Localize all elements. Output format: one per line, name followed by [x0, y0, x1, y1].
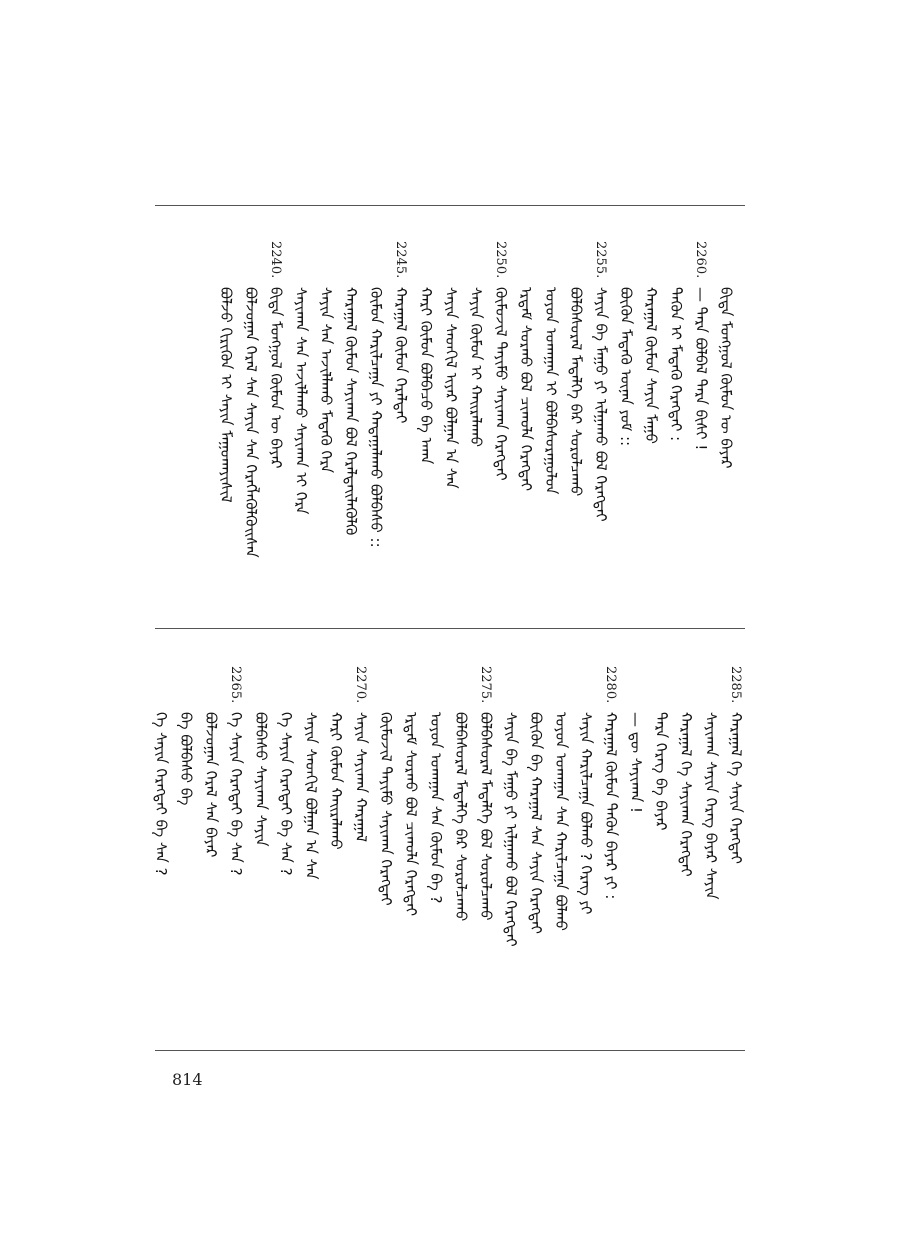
- bottom-rule: [155, 1050, 745, 1051]
- top-rule: [155, 205, 745, 206]
- verse-line: ᠡᠷᠳᠡᠮ ᠰᠤᠷᠬᠤ ᠪᠣᠯ ᠴᠢᠬᠤᠯᠠ ᠬᠡᠷᠡᠭᠲᠡᠢ: [402, 712, 420, 917]
- verse-line: ᠰᠠᠶᠢᠨ ᠪᠡ ᠮᠠᠭᠤ ᠶᠢ ᠢᠯᠭᠠᠬᠤ ᠪᠣᠯ ᠬᠡᠷᠡᠭᠲᠡᠢ: [502, 712, 520, 947]
- line-number: 2270.: [353, 666, 368, 704]
- verse-line: ᠬᠠᠷᠠᠭᠠᠯ ᠬᠦᠮᠦᠨ ᠰᠠᠶᠢᠨ ᠮᠠᠭᠤ: [642, 287, 660, 444]
- verse-line: ᠣᠶᠤᠨ ᠤᠬᠠᠭᠠᠨ ᠰᠠᠨ ᠬᠦᠮᠦᠨ ᠪᠡ ?: [427, 712, 445, 904]
- verse-line: ᠰᠠᠶᠢᠨ ᠬᠠᠷᠢᠯᠴᠠᠭᠠ ᠪᠣᠯᠬᠤ ? ᠭᠡᠷᠡᠭ ᠶᠢ: [577, 712, 595, 915]
- verse-line: ᠪᠣᠯᠵᠤᠭᠠᠨ ᠭᠡᠷᠡᠯ ᠰᠠᠨ ᠰᠠᠶᠢᠨ ᠰᠠᠨ ᠬᠡᠷᠡᠭᠯᠡᠭᠦᠯᠬᠦᠢᠰᠡᠨ: [242, 287, 260, 558]
- verse-line: ᠰᠠᠶᠢᠨ ᠰᠠᠶᠢᠬᠠᠨ ᠬᠠᠷᠠᠭᠠᠯ: [352, 712, 370, 843]
- verse-line: ᠪᠣᠯᠪᠠᠰᠤᠷᠠᠯ ᠮᠡᠳᠡᠯᠭᠡ ᠪᠠᠷ ᠰᠤᠷᠤᠯᠴᠠᠬᠤ: [452, 712, 470, 922]
- line-number: 2255.: [593, 241, 608, 279]
- verse-line: ᠬᠦᠮᠦᠵᠢᠯ ᠲᠡᠶᠢᠮᠦ ᠰᠠᠶᠢᠬᠠᠨ ᠬᠡᠷᠡᠭᠲᠡᠢ: [377, 712, 395, 906]
- verse-line: ᠰᠠᠶᠢᠨ ᠰᠡᠳᠬᠢᠯ ᠪᠣᠯᠭᠠᠨ ᠠ ᠰᠠᠨ: [302, 712, 320, 880]
- verse-line: ᠪᠡ ᠪᠣᠯᠪᠠᠰᠤ ᠪᠡ: [177, 712, 195, 806]
- verse-line: ᠪᠦᠬᠦᠨ ᠪᠡ ᠬᠠᠷᠠᠭᠠᠯ ᠰᠠᠨ ᠰᠠᠶᠢᠨ ᠬᠡᠷᠡᠭᠲᠡᠢ: [527, 712, 545, 934]
- verse-line: — ᠳᠦ ᠰᠠᠶᠢᠬᠠᠨ !: [627, 712, 645, 814]
- verse-line: ᠪᠦᠬᠦᠨ ᠮᠡᠳᠡᠬᠦ ᠦᠨᠡᠨ ᠶᠤᠮ ::: [617, 287, 635, 447]
- verse-line: — ᠲᠡᠷᠡ ᠪᠣᠯᠪᠠᠯ ᠲᠡᠷᠡ ᠪᠢᠰᠢ !: [692, 287, 710, 451]
- page-number: 814: [172, 1070, 203, 1089]
- verse-line: ᠬᠡ ᠰᠠᠶᠢᠨ ᠬᠡᠷᠡᠭᠲᠡᠢ ᠪᠡ ᠰᠠᠨ ?: [227, 712, 245, 876]
- verse-line: ᠲᠡᠷᠡ ᠬᠡᠷᠡᠭ ᠪᠡ ᠪᠠᠶᠠᠷ: [652, 712, 670, 831]
- verse-line: ᠬᠠᠷᠢ ᠬᠦᠮᠦᠨ ᠬᠠᠢᠷᠠᠯᠠᠬᠤ: [327, 712, 345, 850]
- verse-line: ᠰᠠᠶᠢᠨ ᠬᠦᠮᠦᠨ ᠢ ᠬᠠᠢᠷᠠᠯᠠᠬᠤ: [467, 287, 485, 447]
- verse-line: ᠬᠠᠷᠠᠭᠠᠯ ᠬᠦᠮᠦᠨ ᠲᠡᠭᠦᠨ ᠪᠠᠶᠠᠷ ᠶᠢ :: [602, 712, 620, 900]
- verse-line: ᠰᠠᠶᠢᠬᠠᠨ ᠰᠠᠶᠢᠨ ᠬᠡᠷᠡᠭ ᠪᠠᠶᠠᠷ ᠰᠠᠶᠢᠨ: [702, 712, 720, 900]
- verse-line: ᠬᠠᠷᠢ ᠬᠦᠮᠦᠨ ᠪᠣᠯᠪᠠᠴᠤ ᠪᠡ ᠠᠬᠠ: [417, 287, 435, 465]
- line-number: 2275.: [478, 666, 493, 704]
- verse-line: ᠪᠢᠳᠡ ᠮᠣᠩᠭᠣᠯ ᠬᠥᠮᠦᠨ ᠦ ᠪᠠᠶᠠᠷ: [717, 287, 735, 469]
- line-number: 2245.: [393, 241, 408, 279]
- verse-line: ᠪᠣᠯᠪᠠᠰᠤᠷᠠᠯ ᠮᠡᠳᠡᠯᠭᠡ ᠪᠣᠯ ᠰᠤᠷᠤᠯᠴᠠᠬᠤ: [477, 712, 495, 921]
- verse-line: ᠰᠠᠶᠢᠨ ᠰᠠᠨ ᠠᠵᠢᠯᠯᠠᠬᠤ ᠮᠡᠳᠡᠬᠦ ᠬᠡᠷᠡ: [317, 287, 335, 474]
- verse-line: ᠡᠷᠳᠡᠮ ᠰᠤᠷᠬᠤ ᠪᠣᠯ ᠴᠢᠬᠤᠯᠠ ᠬᠡᠷᠡᠭᠲᠡᠢ: [517, 287, 535, 492]
- verse-line: ᠬᠦᠮᠦᠨ ᠬᠠᠷᠢᠯᠴᠠᠭᠠ ᠶᠢ ᠬᠠᠳᠠᠭᠠᠯᠠᠬᠤ ᠪᠣᠯᠪᠠᠰᠤ ::: [367, 287, 385, 548]
- line-number: 2250.: [493, 241, 508, 279]
- verse-line: ᠪᠣᠯᠪᠠᠰᠤ ᠰᠠᠶᠢᠬᠠᠨ ᠰᠠᠶᠢᠨ: [252, 712, 270, 847]
- verse-line: ᠬᠠᠷᠠᠭᠠᠯ ᠬᠡ ᠰᠠᠶᠢᠨ ᠬᠡᠷᠡᠭᠲᠡᠢ: [727, 712, 745, 864]
- verse-line: ᠪᠣᠯᠵᠤ ᠬᠢᠷᠢᠭᠦᠨ ᠢ ᠰᠠᠶᠢᠨ ᠮᠠᠭᠤᠬᠠᠶᠢᠰᠢᠯ: [217, 287, 235, 503]
- verse-line: ᠬᠦᠮᠦᠵᠢᠯ ᠲᠡᠶᠢᠮᠦ ᠰᠠᠶᠢᠬᠠᠨ ᠬᠡᠷᠡᠭᠲᠡᠢ: [492, 287, 510, 481]
- verse-line: ᠣᠶᠤᠨ ᠤᠬᠠᠭᠠᠨ ᠢ ᠪᠣᠯᠪᠠᠰᠤᠷᠠᠭᠤᠯᠤᠨ: [542, 287, 560, 495]
- line-number: 2285.: [728, 666, 743, 704]
- verse-line: ᠬᠠᠷᠠᠭᠠᠯ ᠬᠦᠮᠦᠨ ᠭᠡᠷᠡᠯᠲᠡᠢ: [392, 287, 410, 424]
- verse-line: ᠬᠠᠷᠠᠭᠠᠯ ᠬᠦᠮᠦᠨ ᠰᠠᠶᠢᠬᠠᠨ ᠪᠣᠯ ᠭᠡᠷᠡᠯᠲᠡᠢᠯᠡᠭᠦᠯᠬᠦ: [342, 287, 360, 536]
- verse-line: ᠲᠡᠭᠦᠨ ᠢ ᠮᠡᠳᠡᠬᠦ ᠬᠡᠷᠡᠭᠲᠡᠢ :: [667, 287, 685, 442]
- verse-line: ᠬᠡ ᠰᠠᠶᠢᠨ ᠬᠡᠷᠡᠭᠲᠡᠢ ᠪᠡ ᠰᠠᠨ ?: [277, 712, 295, 876]
- verse-line: ᠣᠶᠤᠨ ᠤᠬᠠᠭᠠᠨ ᠰᠠᠨ ᠬᠠᠷᠢᠯᠴᠠᠭᠠ ᠪᠣᠯᠬᠤ: [552, 712, 570, 931]
- verse-line: ᠰᠠᠶᠢᠨ ᠪᠡ ᠮᠠᠭᠤ ᠶᠢ ᠢᠯᠭᠠᠬᠤ ᠪᠣᠯ ᠬᠡᠷᠡᠭᠲᠡᠢ: [592, 287, 610, 522]
- line-number: 2280.: [603, 666, 618, 704]
- verse-line: ᠪᠢᠳᠡ ᠮᠣᠩᠭᠣᠯ ᠬᠥᠮᠦᠨ ᠦ ᠪᠠᠶᠠᠷ: [267, 287, 285, 469]
- line-number: 2260.: [693, 241, 708, 279]
- verse-line: ᠰᠠᠶᠢᠬᠠᠨ ᠰᠠᠨ ᠠᠵᠢᠯᠯᠠᠬᠤ ᠰᠠᠶᠢᠬᠠᠨ ᠢ ᠬᠡᠷᠡ: [292, 287, 310, 515]
- verse-line: ᠪᠣᠯᠪᠠᠰᠤᠷᠠᠯ ᠮᠡᠳᠡᠯᠭᠡ ᠪᠠᠷ ᠰᠤᠷᠤᠯᠴᠠᠬᠤ: [567, 287, 585, 497]
- verse-line: ᠪᠣᠯᠵᠤᠭᠠᠨ ᠭᠡᠷᠡᠯ ᠰᠠᠨ ᠪᠠᠶᠠᠷ: [202, 712, 220, 858]
- line-number: 2240.: [268, 241, 283, 279]
- middle-rule: [155, 628, 745, 629]
- verse-line: ᠬᠡ ᠰᠠᠶᠢᠨ ᠬᠡᠷᠡᠭᠲᠡᠢ ᠪᠡ ᠰᠠᠨ ?: [152, 712, 170, 876]
- line-number: 2265.: [228, 666, 243, 704]
- verse-line: ᠬᠠᠷᠠᠭᠠᠯ ᠬᠡ ᠰᠠᠶᠢᠬᠠᠨ ᠬᠡᠷᠡᠭᠲᠡᠢ: [677, 712, 695, 877]
- verse-line: ᠰᠠᠶᠢᠨ ᠰᠡᠳᠬᠢᠯ ᠢᠶᠡᠷ ᠪᠣᠯᠭᠠᠨ ᠠ ᠰᠠᠨ: [442, 287, 460, 489]
